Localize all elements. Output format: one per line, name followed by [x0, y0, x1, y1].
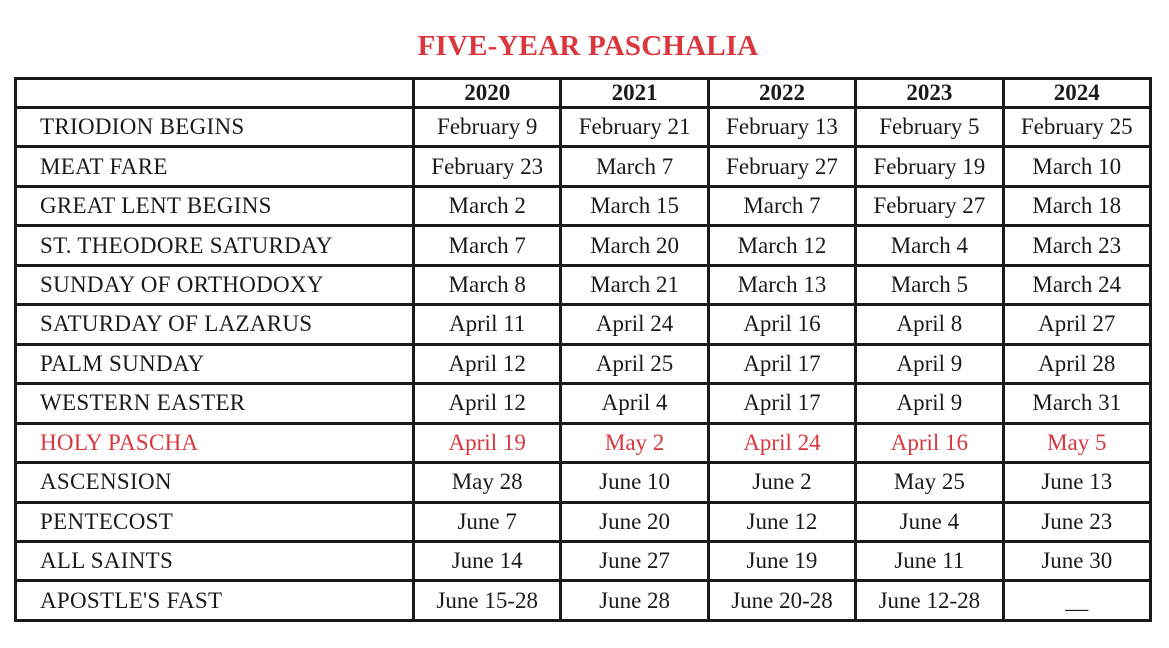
date-cell: February 5 — [856, 108, 1003, 147]
header-corner-cell — [16, 79, 414, 108]
date-cell: April 12 — [414, 384, 561, 423]
table-row — [16, 147, 1151, 186]
table-row — [16, 305, 1151, 344]
table-row — [16, 581, 1151, 621]
date-cell: April 4 — [561, 384, 708, 423]
row-label: PALM SUNDAY — [16, 344, 414, 383]
date-cell: June 2 — [708, 463, 855, 502]
row-label: TRIODION BEGINS — [16, 108, 414, 147]
table-row — [16, 541, 1151, 580]
header-year: 2022 — [708, 79, 855, 108]
date-cell: March 23 — [1003, 226, 1150, 265]
header-year: 2024 — [1003, 79, 1150, 108]
date-cell: May 2 — [561, 423, 708, 462]
date-cell: June 7 — [414, 502, 561, 541]
date-cell: June 11 — [856, 541, 1003, 580]
header-year: 2023 — [856, 79, 1003, 108]
date-cell: March 18 — [1003, 186, 1150, 225]
page-title: FIVE-YEAR PASCHALIA — [417, 30, 759, 62]
date-cell: June 13 — [1003, 463, 1150, 502]
table-row — [16, 186, 1151, 225]
header-year: 2020 — [414, 79, 561, 108]
date-cell: June 27 — [561, 541, 708, 580]
date-cell: April 8 — [856, 305, 1003, 344]
date-cell: February 27 — [856, 186, 1003, 225]
date-cell: April 19 — [414, 423, 561, 462]
date-cell: June 12-28 — [856, 581, 1003, 621]
header-year: 2021 — [561, 79, 708, 108]
date-cell: June 12 — [708, 502, 855, 541]
date-cell: June 15-28 — [414, 581, 561, 621]
date-cell: March 5 — [856, 265, 1003, 304]
date-cell: February 25 — [1003, 108, 1150, 147]
date-cell: May 28 — [414, 463, 561, 502]
date-cell: May 25 — [856, 463, 1003, 502]
row-label: SATURDAY OF LAZARUS — [16, 305, 414, 344]
date-cell: June 19 — [708, 541, 855, 580]
date-cell: April 9 — [856, 384, 1003, 423]
date-cell: March 24 — [1003, 265, 1150, 304]
row-label: ASCENSION — [16, 463, 414, 502]
row-label: APOSTLE'S FAST — [16, 581, 414, 621]
date-cell: April 17 — [708, 344, 855, 383]
date-cell: April 9 — [856, 344, 1003, 383]
date-cell: February 23 — [414, 147, 561, 186]
date-cell: April 16 — [856, 423, 1003, 462]
date-cell: April 24 — [561, 305, 708, 344]
table-row — [16, 344, 1151, 383]
date-cell: April 11 — [414, 305, 561, 344]
date-cell: March 21 — [561, 265, 708, 304]
date-cell: June 14 — [414, 541, 561, 580]
table-row — [16, 463, 1151, 502]
row-label: WESTERN EASTER — [16, 384, 414, 423]
date-cell: March 31 — [1003, 384, 1150, 423]
date-cell: March 4 — [856, 226, 1003, 265]
row-label: GREAT LENT BEGINS — [16, 186, 414, 225]
date-cell: April 16 — [708, 305, 855, 344]
table-row — [16, 226, 1151, 265]
date-cell: April 28 — [1003, 344, 1150, 383]
date-cell: April 27 — [1003, 305, 1150, 344]
table-row — [16, 384, 1151, 423]
date-cell: February 13 — [708, 108, 855, 147]
row-label: HOLY PASCHA — [16, 423, 414, 462]
date-cell: March 8 — [414, 265, 561, 304]
date-cell: April 17 — [708, 384, 855, 423]
table-row — [16, 265, 1151, 304]
date-cell: May 5 — [1003, 423, 1150, 462]
date-cell: June 20 — [561, 502, 708, 541]
date-cell: June 23 — [1003, 502, 1150, 541]
date-cell: April 25 — [561, 344, 708, 383]
date-cell: June 10 — [561, 463, 708, 502]
date-cell: February 21 — [561, 108, 708, 147]
date-cell: February 19 — [856, 147, 1003, 186]
table-row — [16, 502, 1151, 541]
row-label: MEAT FARE — [16, 147, 414, 186]
header-row — [16, 79, 1151, 108]
row-label: SUNDAY OF ORTHODOXY — [16, 265, 414, 304]
date-cell: June 4 — [856, 502, 1003, 541]
date-cell: March 20 — [561, 226, 708, 265]
date-cell: March 7 — [561, 147, 708, 186]
date-cell: April 12 — [414, 344, 561, 383]
date-cell: March 7 — [414, 226, 561, 265]
date-cell: March 10 — [1003, 147, 1150, 186]
date-cell: March 15 — [561, 186, 708, 225]
date-cell: February 9 — [414, 108, 561, 147]
table-row-highlight — [16, 423, 1151, 462]
date-cell: March 7 — [708, 186, 855, 225]
date-cell: February 27 — [708, 147, 855, 186]
date-cell: March 2 — [414, 186, 561, 225]
date-cell: March 13 — [708, 265, 855, 304]
row-label: PENTECOST — [16, 502, 414, 541]
date-cell: June 30 — [1003, 541, 1150, 580]
date-cell: __ — [1003, 581, 1150, 621]
table-body — [16, 108, 1151, 621]
date-cell: April 24 — [708, 423, 855, 462]
row-label: ALL SAINTS — [16, 541, 414, 580]
date-cell: March 12 — [708, 226, 855, 265]
date-cell: June 20-28 — [708, 581, 855, 621]
table-row — [16, 108, 1151, 147]
paschalia-table — [14, 77, 1152, 622]
date-cell: June 28 — [561, 581, 708, 621]
row-label: ST. THEODORE SATURDAY — [16, 226, 414, 265]
